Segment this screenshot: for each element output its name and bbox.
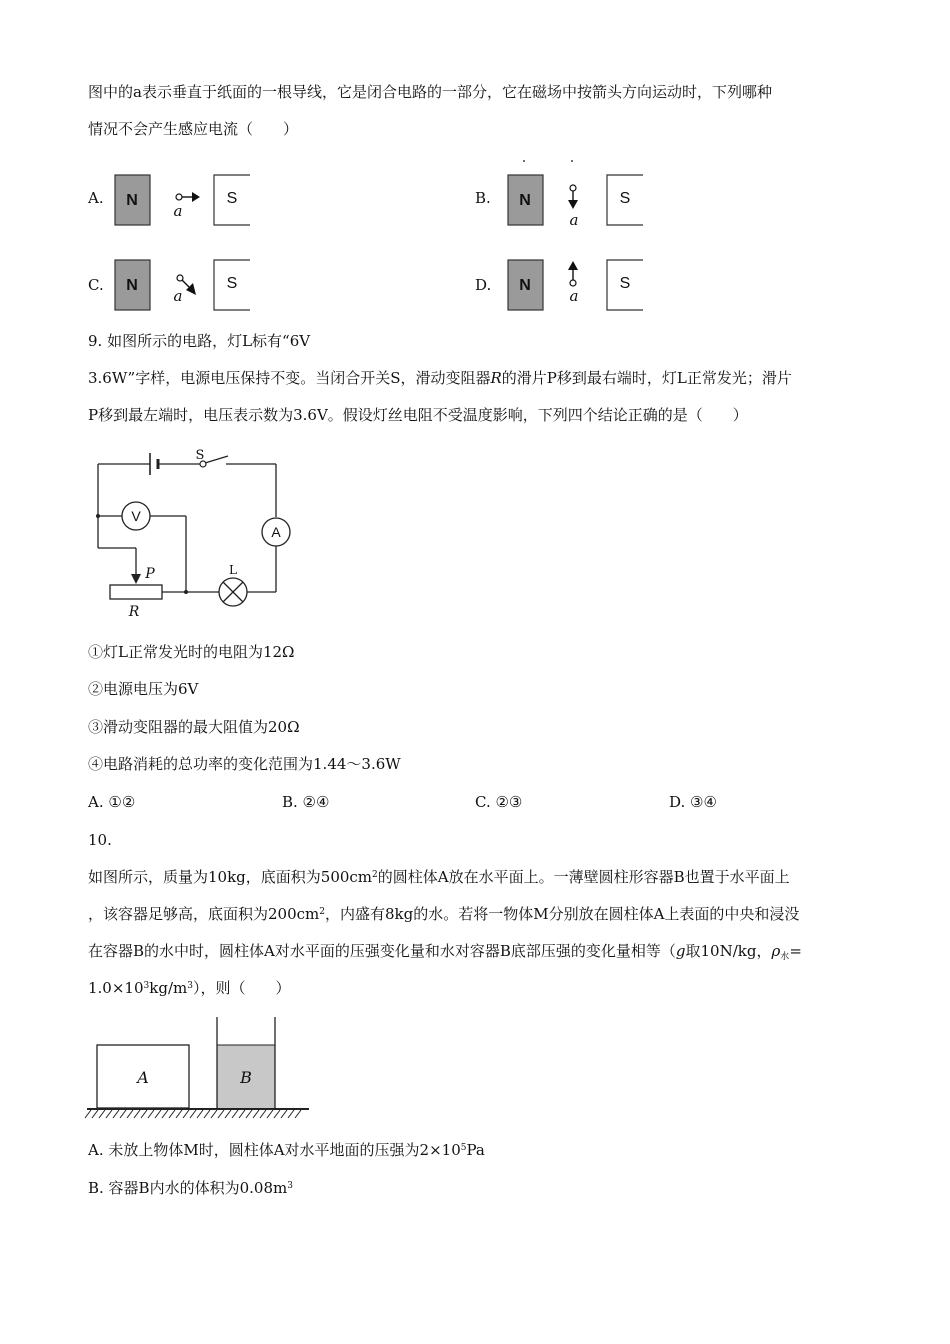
conductor-label: a [569,211,579,229]
slider-label: P [145,566,155,582]
conductor-label: a [569,287,579,305]
ground-hatch-mark [176,1110,182,1118]
q10-stem-line-4: $1.0\times 10^3kg/m^3$），则（ ） [88,979,291,997]
cylinder-a-label: A [137,1068,149,1087]
q8-option-c-label: C. [88,276,104,294]
rheostat-label: R [128,604,140,620]
q9-stem-line-2: 3.6W”字样，电源电压保持不变。当闭合开关S，滑动变阻器R的滑片P移到最右端时，灯L正常发光；滑片 [88,369,792,387]
ground-hatch-mark [99,1110,105,1118]
ground-hatch-mark [169,1110,175,1118]
ground-hatch-mark [211,1110,217,1118]
voltmeter-label: V [131,508,141,524]
south-pole-label: S [619,275,631,292]
ground-hatch-mark [183,1110,189,1118]
north-pole-label: N [519,192,531,209]
q8-option-c-figure [110,255,260,315]
ground-hatch-mark [141,1110,147,1118]
q10-figure [85,1015,315,1125]
q9-choice-b[interactable]: B. ②④ [282,793,330,811]
ground-hatch-mark [288,1110,294,1118]
q10-option-a[interactable]: A. 未放上物体M时，圆柱体A对水平地面的压强为$2\times 10^5Pa$ [88,1141,485,1159]
q9-choice-a[interactable]: A. ①② [88,793,136,811]
ground-hatch-mark [204,1110,210,1118]
ground-hatch-mark [281,1110,287,1118]
conductor-label: a [173,202,183,220]
q8-stem-line-1: 图中的a表示垂直于纸面的一根导线，它是闭合电路的一部分，它在磁场中按箭头方向运动时，下列哪种 [88,83,772,101]
north-pole-label: N [126,277,138,294]
ground-hatch-mark [127,1110,133,1118]
q8-option-a-label: A. [88,189,104,207]
q9-statement-2: ②电源电压为6V [88,680,199,698]
q10-stem-line-2: ，该容器足够高，底面积为$200cm^2$，内盛有8kg的水。若将一物体M分别放在圆柱体A上表面的中央和浸没 [88,905,800,923]
ground-hatch-mark [295,1110,301,1118]
q9-stem-line-3: P移到最左端时，电压表示数为3.6V。假设灯丝电阻不受温度影响，下列四个结论正确的是（ ） [88,406,748,424]
q8-option-a-figure [110,170,260,230]
south-pole-label: S [226,275,238,292]
ground-hatch-mark [190,1110,196,1118]
conductor-label: a [173,287,183,305]
south-pole-label: S [226,190,238,207]
q10-stem-line-1: 如图所示，质量为10kg，底面积为$500cm^2$的圆柱体A放在水平面上。一薄壁圆柱形容器B也置于水平面上 [88,868,790,886]
q9-stem-line-1: 9. 如图所示的电路，灯L标有“6V [88,332,311,350]
ground-hatch-mark [113,1110,119,1118]
north-pole-label: N [126,192,138,209]
q8-stem-line-2: 情况不会产生感应电流（ ） [88,120,299,138]
ground-hatch-mark [267,1110,273,1118]
ground-hatch-mark [253,1110,259,1118]
q8-option-b-figure [503,155,653,230]
ground-hatch-mark [232,1110,238,1118]
ground-hatch-mark [120,1110,126,1118]
q10-stem-line-3: 在容器B的水中时，圆柱体A对水平面的压强变化量和水对容器B底部压强的变化量相等（g取10N/kg，$\rho_水=$ [88,942,802,962]
ground-hatch-mark [274,1110,280,1118]
ground-hatch-mark [155,1110,161,1118]
q9-statement-4: ④电路消耗的总功率的变化范围为1.44～3.6W [88,755,401,773]
q9-statement-1: ①灯L正常发光时的电阻为12Ω [88,643,295,661]
q9-statement-3: ③滑动变阻器的最大阻值为20Ω [88,718,300,736]
ground-hatch-mark [162,1110,168,1118]
ground-hatch-mark [92,1110,98,1118]
q8-option-d-figure [503,255,653,315]
ground-hatch-mark [134,1110,140,1118]
lamp-label: L [229,563,237,577]
q8-option-b-label: B. [475,189,491,207]
ground-hatch-mark [218,1110,224,1118]
ground-hatch-mark [260,1110,266,1118]
ground-hatch-mark [197,1110,203,1118]
q10-option-b[interactable]: B. 容器B内水的体积为$0.08m^3$ [88,1179,293,1197]
q9-circuit-diagram [88,448,308,623]
ground-hatch-mark [246,1110,252,1118]
q8-option-d-label: D. [475,276,492,294]
container-b-label: B [240,1068,252,1087]
north-pole-label: N [519,277,531,294]
ground-hatch-mark [85,1110,91,1118]
ground-hatch-mark [225,1110,231,1118]
ground-hatch-mark [239,1110,245,1118]
ground-hatch-mark [106,1110,112,1118]
switch-label: S [195,448,205,463]
ammeter-label: A [271,524,281,540]
south-pole-label: S [619,190,631,207]
q9-choice-c[interactable]: C. ②③ [475,793,523,811]
q10-number: 10. [88,831,112,849]
q9-choice-d[interactable]: D. ③④ [669,793,717,811]
ground-hatch-mark [148,1110,154,1118]
